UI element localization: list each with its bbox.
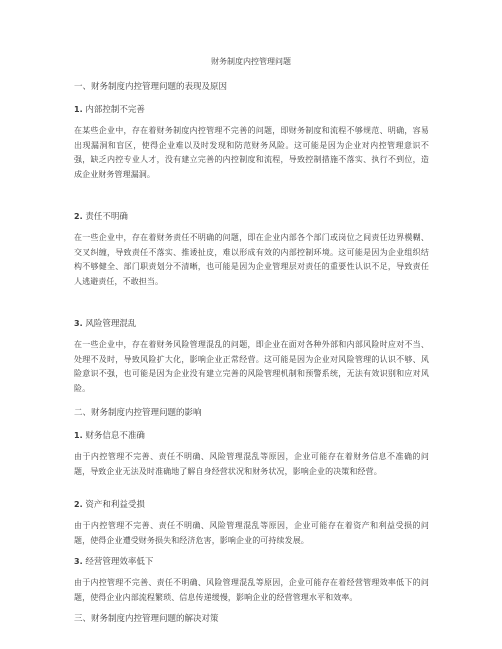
subheading-number: 1. xyxy=(74,431,83,440)
section-heading-1: 一、财务制度内控管理问题的表现及原因 xyxy=(74,82,228,92)
subheading-title: 内部控制不完善 xyxy=(85,105,145,115)
subheading-number: 1. xyxy=(74,105,83,114)
subheading-number: 3. xyxy=(74,557,83,566)
subheading-number: 2. xyxy=(74,500,83,509)
section-heading-2: 二、财务制度内控管理问题的影响 xyxy=(74,408,202,418)
subheading-title: 风险管理混乱 xyxy=(85,319,137,329)
section-heading-3: 三、财务制度内控管理问题的解决对策 xyxy=(74,614,219,624)
paragraph-2-3: 由于内控管理不完善、责任不明确、风险管理混乱等原因，企业可能存在着经营管理效率低下的问题，使得企业内部流程繁琐、信息传递缓慢，影响企业的经营管理水平和效率。 xyxy=(74,578,429,602)
subheading-2-1 xyxy=(74,431,145,441)
document-title: 财务制度内控管理问题 xyxy=(211,57,291,66)
paragraph-1-1: 在某些企业中，存在着财务制度内控管理不完善的问题，即财务制度和流程不够规范、明确，容易出现漏洞和盲区，使得企业难以及时发现和防范财务风险。这可能是因为企业对内控管理意识不强，缺乏内控专业人才，没有建立完善的内控制度和流程，导致控制措施不落实、执行不到位，造成企业财务管理漏洞。 xyxy=(74,126,429,179)
subheading-1-1 xyxy=(74,105,145,115)
paragraph-1-3: 在一些企业中，存在着财务风险管理混乱的问题，即企业在面对各种外部和内部风险时应对不当、处理不及时，导致风险扩大化，影响企业正常经营。这可能是因为企业对风险管理的认识不够、风险意识不强，也可能是因为企业没有建立完善的风险管理机制和预警系统，无法有效识别和应对风险。 xyxy=(74,340,429,393)
subheading-1-2 xyxy=(74,212,128,222)
paragraph-2-2: 由于内控管理不完善、责任不明确、风险管理混乱等原因，企业可能存在着资产和利益受损的问题，使得企业遭受财务损失和经济危害，影响企业的可持续发展。 xyxy=(74,521,429,545)
subheading-title: 经营管理效率低下 xyxy=(85,557,154,567)
paragraph-1-2: 在一些企业中，存在着财务责任不明确的问题，即在企业内部各个部门或岗位之间责任边界模糊、交叉纠缠，导致责任不落实、推诿扯皮，难以形成有效的内部控制环境。这可能是因为企业组织结构不够健全、部门职责划分不清晰，也可能是因为企业管理层对责任的重要性认识不足，导致责任人逃避责任，不敢担当。 xyxy=(74,233,429,286)
subheading-1-3 xyxy=(74,319,136,329)
subheading-title: 责任不明确 xyxy=(85,212,128,222)
subheading-number: 3. xyxy=(74,319,83,328)
subheading-title: 财务信息不准确 xyxy=(85,431,145,441)
subheading-2-3 xyxy=(74,557,153,567)
subheading-title: 资产和利益受损 xyxy=(85,500,145,510)
subheading-2-2 xyxy=(74,500,145,510)
paragraph-2-1: 由于内控管理不完善、责任不明确、风险管理混乱等原因，企业可能存在着财务信息不准确的问题，导致企业无法及时准确地了解自身经营状况和财务状况，影响企业的决策和经营。 xyxy=(74,452,429,476)
subheading-number: 2. xyxy=(74,212,83,221)
